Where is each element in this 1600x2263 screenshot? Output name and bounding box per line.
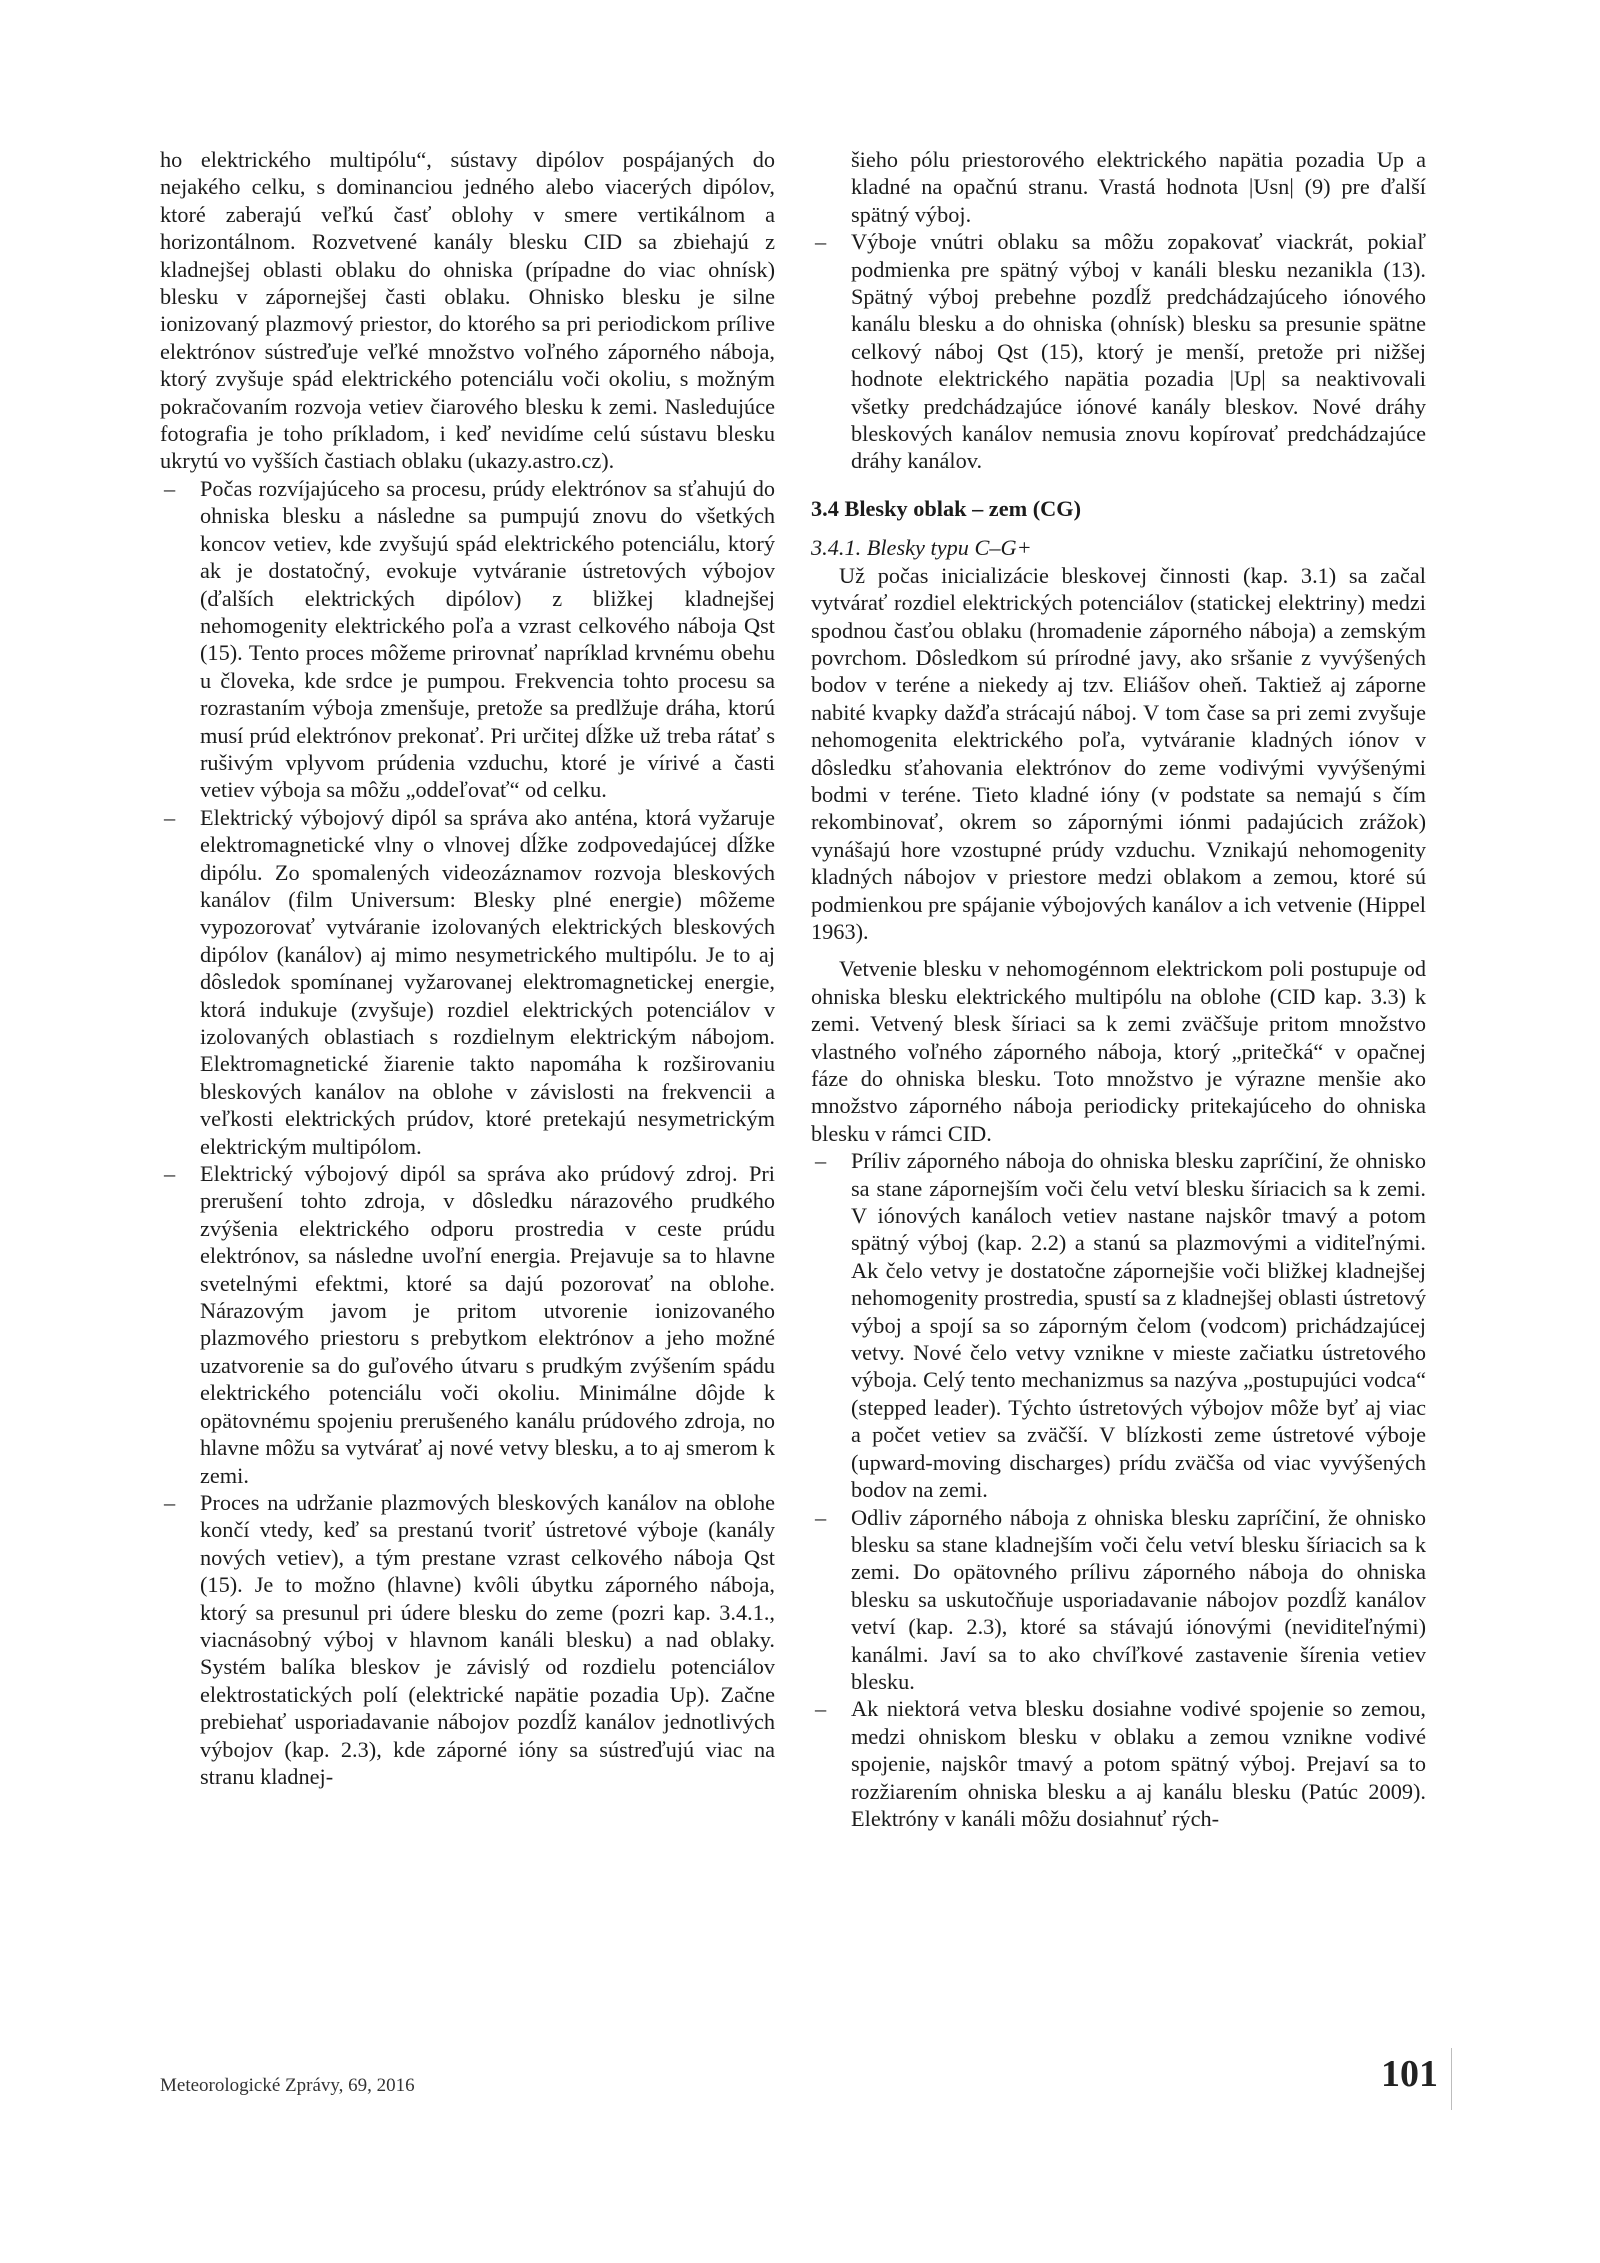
right-column (811, 146, 1426, 1832)
paragraph: ho elektrického multipólu“, sústavy dipólov pospájaných do nejakého celku, s dominanciou jedného alebo viacerých dipólov, ktoré zaberajú veľkú časť oblohy v smere vertikálnom a horizontálnom. Rozvetvené kanály blesku CID sa zbiehajú z kladnejšej oblasti oblaku do ohniska (prípadne do viac ohnísk) blesku v zápornejšej časti oblaku. Ohnisko blesku je silne ionizovaný plazmový priestor, do ktorého sa pri periodickom prílive elektrónov sústreďuje veľké množstvo voľného záporného náboja, ktorý zvyšuje spád elektrického potenciálu voči okoliu, s možným pokračovaním rozvoja vetiev čiarového blesku k zemi. Nasledujúce fotografia je toho príkladom, i keď nevidíme celú sústavu blesku ukrytú vo vyšších častiach oblaku (ukazy.astro.cz). (160, 147, 775, 474)
section-heading: 3.4 Blesky oblak – zem (CG) (811, 495, 1082, 521)
list-item: – Ak niektorá vetva blesku dosiahne vodivé spojenie so zemou, medzi ohniskom blesku v oblaku a zemou vznikne vodivé spojenie, najskôr tmavý a potom spätný výboj. Prejaví sa to rozžiarením ohniska blesku a aj kanálu blesku (Patúc 2009). Elektróny v kanáli môžu dosiahnuť rých- (811, 1695, 1426, 1832)
list-item: – Elektrický výbojový dipól sa správa ako prúdový zdroj. Pri prerušení tohto zdroja, v dôsledku nárazového prudkého zvýšenia elektrického odporu prostredia v ceste prúdu elektrónov, sa následne uvoľní energia. Prejavuje sa to hlavne svetelnými efektmi, ktoré sa dajú pozorovať na oblohe. Nárazovým javom je pritom utvorenie ionizovaného plazmového priestoru s prebytkom elektrónov a jeho možné uzatvorenie sa do guľového útvaru s prudkým zvýšením spádu elektrického potenciálu voči okoliu. Minimálne dôjde k opätovnému spojeniu prerušeného kanálu prúdového zdroja, no hlavne môžu sa vytvárať aj nové vetvy blesku, a to aj smerom k zemi. (160, 1160, 775, 1489)
list-item: – Počas rozvíjajúceho sa procesu, prúdy elektrónov sa sťahujú do ohniska blesku a následne sa pumpujú znovu do všetkých koncov vetiev, kde zvyšujú spád elektrického potenciálu, ktorý ak je dostatočný, evokuje vytváranie ústretových výbojov (ďalších elektrických dipólov) z bližkej kladnejšej nehomogenity elektrického poľa a vzrast celkového náboja Qst (15). Tento proces môžeme prirovnať napríklad krvnému obehu u človeka, kde srdce je pumpou. Frekvencia tohto procesu sa rozrastaním výboja zmenšuje, pretože sa predlžuje dráha, ktorú musí prúd elektrónov prekonať. Pri určitej dĺžke už treba rátať s rušivým vplyvom prúdenia vzduchu, ktoré je vírivé a časti vetiev výboja sa môžu „oddeľovať“ od celku. (160, 475, 775, 804)
list-item: – Odliv záporného náboja z ohniska blesku zapríčiní, že ohnisko blesku sa stane kladnejším voči čelu vetví blesku šíriacich sa k zemi. Do opätovného prílivu záporného náboja do ohniska blesku sa uskutočňuje usporiadavanie nábojov pozdĺž kanálov vetví (kap. 2.3), ktoré sa stávajú iónovými (neviditeľnými) kanálmi. Javí sa to ako chvíľkové zastavenie šírenia vetiev blesku. (811, 1504, 1426, 1696)
subsection-heading: 3.4.1. Blesky typu C–G+ (811, 535, 1032, 561)
paragraph: Vetvenie blesku v nehomogénnom elektrickom poli postupuje od ohniska blesku elektrického multipólu na oblohe (CID kap. 3.3) k zemi. Vetvený blesk šíriaci sa k zemi zväčšuje pritom množstvo vlastného voľného záporného náboja, ktorý „pritečká“ v opačnej fáze do ohniska blesku. Toto množstvo je výrazne menšie ako množstvo záporného náboja periodicky pritekajúceho do ohniska blesku v rámci CID. (811, 956, 1426, 1146)
page-number: 101 (1381, 2053, 1438, 2095)
list-item: – Elektrický výbojový dipól sa správa ako anténa, ktorá vyžaruje elektromagnetické vlny o vlnovej dĺžke zodpovedajúcej dĺžke dipólu. Zo spomalených videozáznamov rozvoja bleskových kanálov (film Universum: Blesky plné energie) môžeme vypozorovať vytváranie izolovaných elektrických bleskových dipólov (kanálov) aj mimo nesymetrického multipólu. Je to aj dôsledok spomínanej vyžarovanej elektromagnetickej energie, ktorá indukuje (zvyšuje) rozdiel elektrických potenciálov v izolovaných oblastiach s rozdielnym elektrickým nábojom. Elektromagnetické žiarenie takto napomáha k rozširovaniu bleskových kanálov na oblohe v závislosti na frekvencii a veľkosti elektrických prúdov, ktoré pretekajú nesymetrickým elektrickým multipólom. (160, 804, 775, 1160)
left-column (160, 146, 775, 1790)
list-item: – Proces na udržanie plazmových bleskových kanálov na oblohe končí vtedy, keď sa prestanú tvoriť ústretové výboje (kanály nových vetiev), a tým prestane vzrast celkového náboja Qst (15). Je to možno (hlavne) kvôli úbytku záporného náboja, ktorý sa presunul pri údere blesku do zeme (pozri kap. 3.4.1., viacnásobný výboj v hlavnom kanáli blesku) a nad oblaky. Systém balíka bleskov je závislý od rozdielu potenciálov elektrostatických polí (elektrické napätie pozadia Up). Začne prebiehať usporiadavanie nábojov pozdĺž kanálov jednotlivých výbojov (kap. 2.3), kde záporné ióny sa sústreďujú viac na stranu kladnej- (160, 1489, 775, 1790)
paragraph-continuation: šieho pólu priestorového elektrického napätia pozadia Up a kladné na opačnú stranu. Vrastá hodnota |Usn| (9) pre ďalší spätný výboj. (851, 147, 1426, 227)
list-item: – Príliv záporného náboja do ohniska blesku zapríčiní, že ohnisko sa stane zápornejším voči čelu vetví blesku šíriacich sa k zemi. V iónových kanáloch vetiev nastane najskôr tmavý a potom spätný výboj (kap. 2.2) a stanú sa plazmovými a viditeľnými. Ak čelo vetvy je dostatočne zápornejšie voči bližkej kladnejšej nehomogenity prostredia, spustí sa z kladnejšej oblasti ústretový výboj a spojí sa so záporným čelom (vodcom) prichádzajúcej vetvy. Nové čelo vetvy vznikne v mieste začiatku ústretového výboja. Celý tento mechanizmus sa nazýva „postupujúci vodca“ (stepped leader). Týchto ústretových výbojov môže byť aj viac a počet vetiev sa zväčší. V blízkosti zeme ústretové výboje (upward-moving discharges) prídu zväčša od viac vyvýšených bodov na zemi. (811, 1147, 1426, 1503)
paragraph: Už počas inicializácie bleskovej činnosti (kap. 3.1) sa začal vytvárať rozdiel elektrických potenciálov (statickej elektriny) medzi spodnou časťou oblaku (hromadenie záporného náboja) a zemským povrchom. Dôsledkom sú prírodné javy, ako sršanie z vyvýšených bodov v teréne a niekedy aj tzv. Eliášov oheň. Taktiež aj záporne nabité kvapky dažďa strácajú náboj. V tom čase sa pri zemi zvyšuje nehomogenita elektrického poľa, vytváranie kladných iónov v dôsledku sťahovania elektrónov do zeme vodivými vyvýšenými bodmi v teréne. Tieto kladné ióny (v podstate sa nemajú s čím rekombinovať, okrem so zápornými iónmi padajúcich zrážok) vynášajú hore vzostupné prúdy vzduchu. Vznikajú nehomogenity kladných nábojov v priestore medzi oblakom a zemou, ktoré sú podmienkou pre spájanie výbojových kanálov a ich vetvenie (Hippel 1963). (811, 562, 1426, 944)
journal-footer: Meteorologické Zprávy, 69, 2016 (160, 2075, 415, 2096)
list-item: – Výboje vnútri oblaku sa môžu zopakovať viackrát, pokiaľ podmienka pre spätný výboj v kanáli blesku nezanikla (13). Spätný výboj prebehne pozdĺž predchádzajúceho iónového kanálu blesku a do ohniska (ohnísk) blesku sa presunie spätne celkový náboj Qst (15), ktorý je menší, pretože pri nižšej hodnote elektrického napätia pozadia |Up| sa neaktivovali všetky predchádzajúce iónové kanály bleskov. Nové dráhy bleskových kanálov nemusia znovu kopírovať predchádzajúce dráhy kanálov. (811, 228, 1426, 475)
footer-divider (1451, 2048, 1452, 2110)
